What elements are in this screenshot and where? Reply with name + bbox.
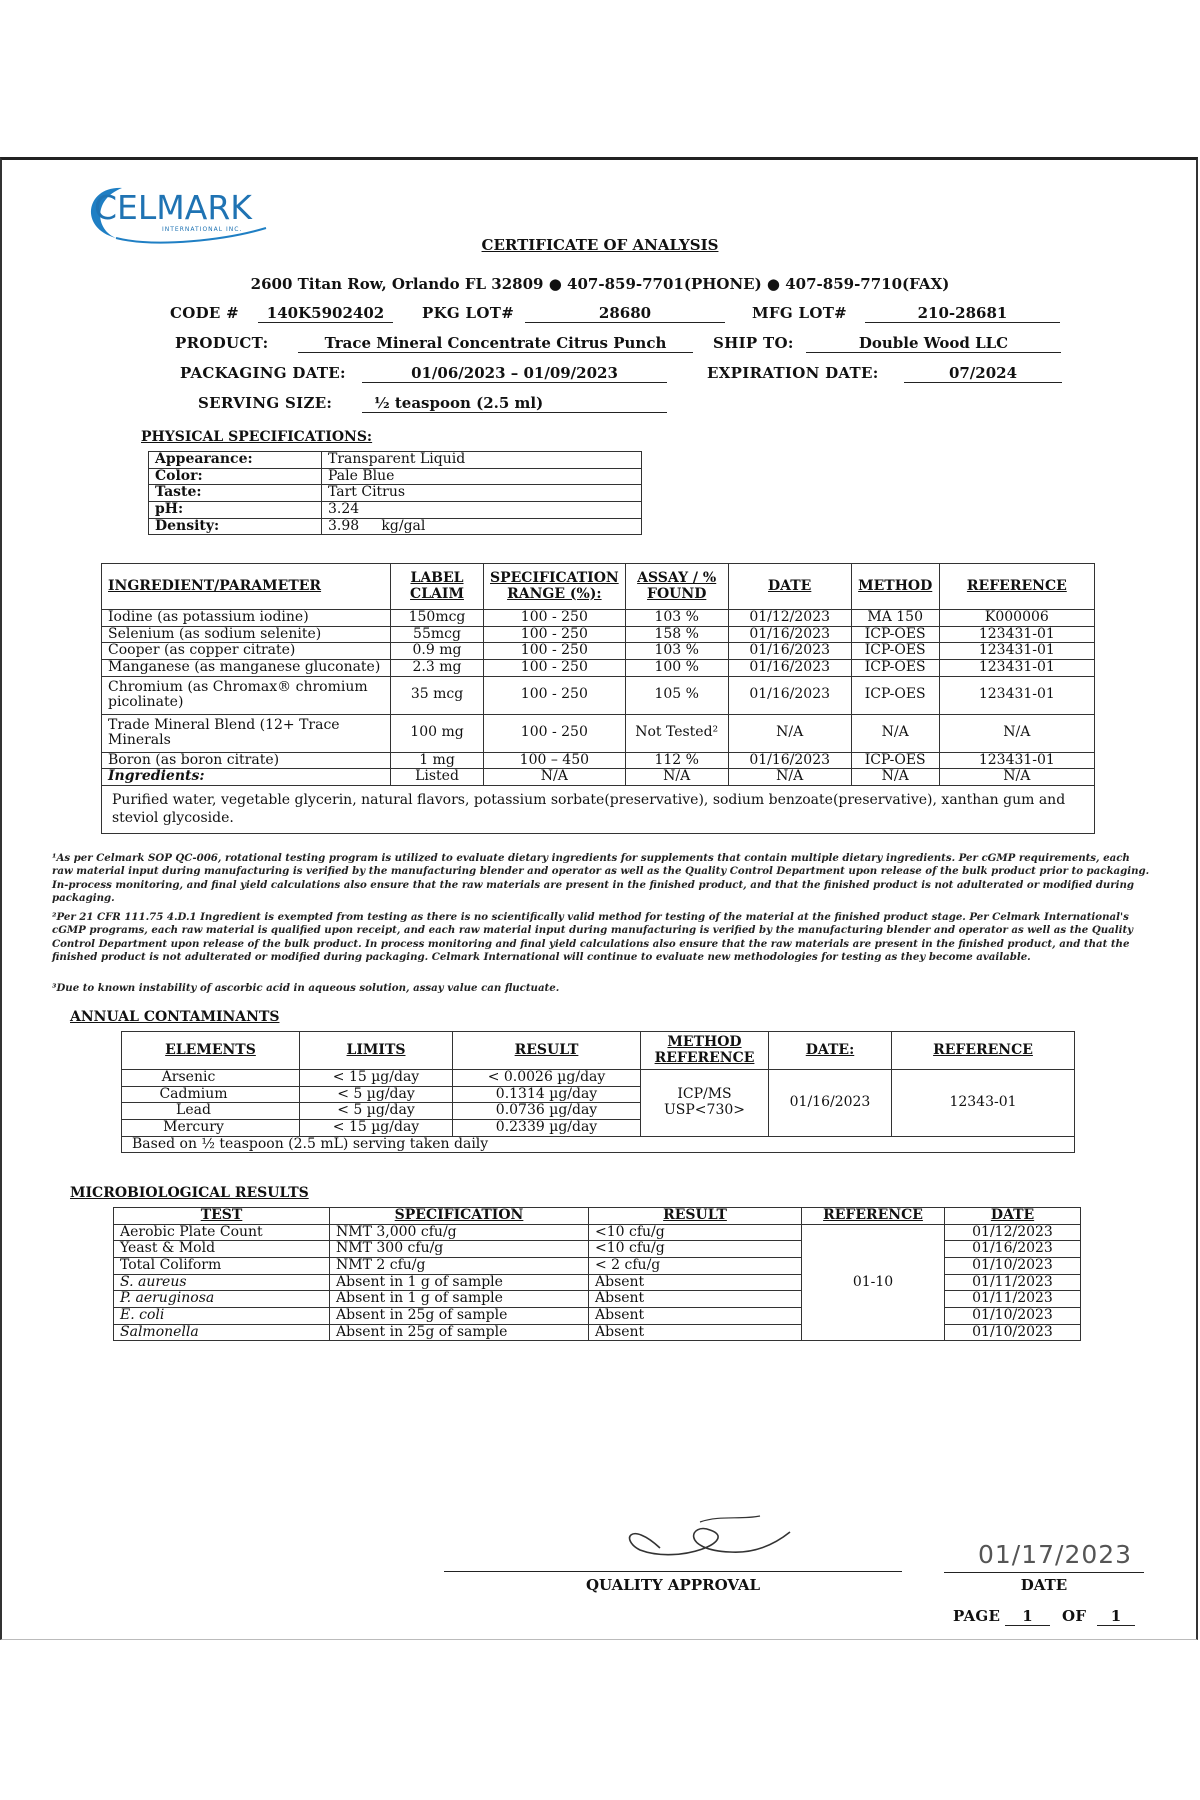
- col-spec-range: SPECIFICATION RANGE (%):: [484, 564, 626, 610]
- table-row: [102, 769, 1095, 786]
- test-spec: NMT 2 cfu/g: [330, 1258, 589, 1275]
- test-result: < 2 cfu/g: [589, 1258, 802, 1275]
- spec-key: Taste:: [149, 485, 322, 502]
- serving-size-value: ½ teaspoon (2.5 ml): [362, 394, 667, 413]
- test-name: P. aeruginosa: [114, 1291, 330, 1308]
- test-result: Absent: [589, 1291, 802, 1308]
- footnote-3: ³Due to known instability of ascorbic acid in aqueous solution, assay value can fluctuate.: [52, 982, 560, 994]
- table-row: [122, 1136, 1075, 1153]
- label-claim: 0.9 mg: [391, 643, 484, 660]
- logo-subtext: INTERNATIONAL INC.: [162, 226, 243, 233]
- ship-to-label: SHIP TO:: [713, 334, 794, 352]
- spec-key: Color:: [149, 468, 322, 485]
- spec-range: 100 - 250: [484, 660, 626, 677]
- element-name: Lead: [122, 1103, 300, 1120]
- element-limit: < 15 µg/day: [300, 1120, 453, 1137]
- mfg-lot-label: MFG LOT#: [752, 304, 848, 322]
- footnote-2: ²Per 21 CFR 111.75 4.D.1 Ingredient is exempted from testing as there is no scientifically valid method for testing of the material at the finished product stage. Per Celmark International's cGMP programs, each raw material is qualified upon receipt, and each raw material input during manufacturing is verified by the manufacturing blender and operator as well as the Quality Control Department upon release of the bulk product. In process monitoring and final yield calculations also ensure that the raw materials are present in the finished product, and that the finished product is not adulterated or modified during packaging. Celmark International will continue to evaluate new methodologies for testing as they become available.: [52, 911, 1134, 963]
- reference: 123431-01: [939, 643, 1094, 660]
- col-date: DATE: [945, 1208, 1081, 1225]
- company-logo: [76, 178, 276, 248]
- reference: 123431-01: [939, 676, 1094, 714]
- signature-line: [444, 1571, 902, 1572]
- spec-value: 3.98 kg/gal: [322, 518, 642, 535]
- table-row: [122, 1070, 1075, 1087]
- method: ICP-OES: [851, 626, 939, 643]
- document-title: CERTIFICATE OF ANALYSIS: [481, 236, 719, 254]
- ingredient-name: Iodine (as potassium iodine): [102, 610, 391, 627]
- table-row: [149, 502, 642, 519]
- table-row: [102, 626, 1095, 643]
- col-method: METHOD: [851, 564, 939, 610]
- table-row: [149, 485, 642, 502]
- test-name: Total Coliform: [114, 1258, 330, 1275]
- expiration-date-value: 07/2024: [904, 364, 1062, 383]
- assay: 100 %: [625, 660, 728, 677]
- col-elements: ELEMENTS: [122, 1032, 300, 1070]
- col-label-claim: LABEL CLAIM: [391, 564, 484, 610]
- spec-value: 3.24: [322, 502, 642, 519]
- date-line: [944, 1572, 1144, 1573]
- packaging-date-label: PACKAGING DATE:: [180, 364, 346, 382]
- logo-text: CELMARK: [94, 188, 252, 227]
- table-header-row: [114, 1208, 1081, 1225]
- assay: 112 %: [625, 752, 728, 769]
- micro-title: MICROBIOLOGICAL RESULTS: [70, 1185, 309, 1201]
- physical-specs-title: PHYSICAL SPECIFICATIONS:: [141, 429, 373, 445]
- element-result: 0.0736 µg/day: [453, 1103, 641, 1120]
- test-date: 01/12/2023: [945, 1224, 1081, 1241]
- page-label: PAGE: [953, 1607, 1001, 1625]
- col-reference: REFERENCE: [892, 1032, 1075, 1070]
- table-row: [102, 676, 1095, 714]
- spec-range: 100 - 250: [484, 626, 626, 643]
- element-result: < 0.0026 µg/day: [453, 1070, 641, 1087]
- assay: Not Tested²: [625, 714, 728, 752]
- reference: K000006: [939, 610, 1094, 627]
- element-limit: < 15 µg/day: [300, 1070, 453, 1087]
- contaminants-method: ICP/MS USP<730>: [641, 1070, 769, 1137]
- col-date: DATE:: [769, 1032, 892, 1070]
- ingredients-table: [101, 563, 1095, 834]
- test-date: 01/11/2023: [945, 1274, 1081, 1291]
- assay: 103 %: [625, 643, 728, 660]
- col-reference: REFERENCE: [802, 1208, 945, 1225]
- test-name: Aerobic Plate Count: [114, 1224, 330, 1241]
- test-spec: NMT 300 cfu/g: [330, 1241, 589, 1258]
- test-result: <10 cfu/g: [589, 1241, 802, 1258]
- method: MA 150: [851, 610, 939, 627]
- method: ICP-OES: [851, 752, 939, 769]
- label-claim: 1 mg: [391, 752, 484, 769]
- col-ingredient: INGREDIENT/PARAMETER: [102, 564, 391, 610]
- col-specification: SPECIFICATION: [330, 1208, 589, 1225]
- method: ICP-OES: [851, 676, 939, 714]
- mfg-lot-value: 210-28681: [865, 304, 1060, 323]
- spec-range: N/A: [484, 769, 626, 786]
- test-date: 01/10/2023: [945, 1308, 1081, 1325]
- spec-value: Tart Citrus: [322, 485, 642, 502]
- test-result: <10 cfu/g: [589, 1224, 802, 1241]
- table-row: [102, 660, 1095, 677]
- element-result: 0.2339 µg/day: [453, 1120, 641, 1137]
- spec-range: 100 - 250: [484, 714, 626, 752]
- reference: N/A: [939, 769, 1094, 786]
- test-spec: Absent in 25g of sample: [330, 1324, 589, 1341]
- quality-approval-label: QUALITY APPROVAL: [585, 1576, 761, 1594]
- element-name: Mercury: [122, 1120, 300, 1137]
- spec-key: Density:: [149, 518, 322, 535]
- test-date: 01/10/2023: [945, 1324, 1081, 1341]
- test-name: Salmonella: [114, 1324, 330, 1341]
- spec-key: Appearance:: [149, 452, 322, 469]
- assay: N/A: [625, 769, 728, 786]
- label-claim: 150mcg: [391, 610, 484, 627]
- test-spec: NMT 3,000 cfu/g: [330, 1224, 589, 1241]
- table-row: [102, 752, 1095, 769]
- table-row: [102, 714, 1095, 752]
- date-label: DATE: [1020, 1576, 1068, 1594]
- reference: N/A: [939, 714, 1094, 752]
- contaminants-reference: 12343-01: [892, 1070, 1075, 1137]
- spec-key: pH:: [149, 502, 322, 519]
- element-result: 0.1314 µg/day: [453, 1086, 641, 1103]
- product-value: Trace Mineral Concentrate Citrus Punch: [298, 334, 693, 353]
- element-name: Arsenic: [122, 1070, 300, 1087]
- method: ICP-OES: [851, 660, 939, 677]
- spec-range: 100 - 250: [484, 610, 626, 627]
- spec-range: 100 – 450: [484, 752, 626, 769]
- contaminants-table: [121, 1031, 1075, 1153]
- test-name: E. coli: [114, 1308, 330, 1325]
- label-claim: 55mcg: [391, 626, 484, 643]
- micro-reference: 01-10: [802, 1224, 945, 1341]
- micro-table: [113, 1207, 1081, 1341]
- col-method-reference: METHOD REFERENCE: [641, 1032, 769, 1070]
- assay: 105 %: [625, 676, 728, 714]
- contaminants-date: 01/16/2023: [769, 1070, 892, 1137]
- ingredient-name: Trade Mineral Blend (12+ Trace Minerals: [102, 714, 391, 752]
- element-limit: < 5 µg/day: [300, 1086, 453, 1103]
- label-claim: 2.3 mg: [391, 660, 484, 677]
- spec-value: Transparent Liquid: [322, 452, 642, 469]
- test-date: 01/16/2023: [728, 626, 851, 643]
- col-test: TEST: [114, 1208, 330, 1225]
- table-header-row: [102, 564, 1095, 610]
- table-row: [149, 468, 642, 485]
- test-result: Absent: [589, 1308, 802, 1325]
- test-spec: Absent in 25g of sample: [330, 1308, 589, 1325]
- test-result: Absent: [589, 1324, 802, 1341]
- ingredient-name: Chromium (as Chromax® chromium picolinate): [102, 676, 391, 714]
- element-name: Cadmium: [122, 1086, 300, 1103]
- pkg-lot-label: PKG LOT#: [422, 304, 515, 322]
- test-result: Absent: [589, 1274, 802, 1291]
- method: N/A: [851, 714, 939, 752]
- label-claim: 100 mg: [391, 714, 484, 752]
- physical-specs-table: [148, 451, 642, 535]
- test-name: Yeast & Mold: [114, 1241, 330, 1258]
- method: N/A: [851, 769, 939, 786]
- col-limits: LIMITS: [300, 1032, 453, 1070]
- of-label: OF: [1062, 1607, 1087, 1625]
- test-date: 01/10/2023: [945, 1258, 1081, 1275]
- test-name: S. aureus: [114, 1274, 330, 1291]
- spec-range: 100 - 250: [484, 676, 626, 714]
- company-address: 2600 Titan Row, Orlando FL 32809 ● 407-859-7701(PHONE) ● 407-859-7710(FAX): [250, 275, 950, 293]
- code-value: 140K5902402: [258, 304, 393, 323]
- product-label: PRODUCT:: [175, 334, 269, 352]
- test-date: 01/16/2023: [728, 676, 851, 714]
- contaminants-title: ANNUAL CONTAMINANTS: [70, 1009, 280, 1025]
- method: ICP-OES: [851, 643, 939, 660]
- label-claim: Listed: [391, 769, 484, 786]
- test-date: N/A: [728, 769, 851, 786]
- test-date: 01/16/2023: [728, 643, 851, 660]
- ingredient-name: Boron (as boron citrate): [102, 752, 391, 769]
- test-date: 01/12/2023: [728, 610, 851, 627]
- footnote-1: ¹As per Celmark SOP QC-006, rotational testing program is utilized to evaluate dietary ingredients for supplements that contain multiple dietary ingredients. Per cGMP requirements, each raw material input during manufacturing is verified by the manufacturing blender and operator as well as the Quality Control Department upon release of the bulk product prior to packaging. In-process monitoring, and final yield calculations also ensure that the raw materials are present in the finished product, and that the finished product is not adulterated or modified during packaging.: [52, 852, 1150, 904]
- element-limit: < 5 µg/day: [300, 1103, 453, 1120]
- ingredient-name: Ingredients:: [102, 769, 391, 786]
- pkg-lot-value: 28680: [525, 304, 725, 323]
- page-total: 1: [1097, 1607, 1135, 1626]
- test-spec: Absent in 1 g of sample: [330, 1274, 589, 1291]
- assay: 103 %: [625, 610, 728, 627]
- contaminants-note: Based on ½ teaspoon (2.5 mL) serving taken daily: [122, 1136, 1075, 1153]
- reference: 123431-01: [939, 752, 1094, 769]
- page-number: 1: [1005, 1607, 1050, 1626]
- signature-icon: [600, 1510, 810, 1570]
- test-date: 01/16/2023: [728, 660, 851, 677]
- spec-value: Pale Blue: [322, 468, 642, 485]
- spec-range: 100 - 250: [484, 643, 626, 660]
- ingredient-name: Cooper (as copper citrate): [102, 643, 391, 660]
- col-assay: ASSAY / % FOUND: [625, 564, 728, 610]
- code-label: CODE #: [170, 304, 240, 322]
- signed-date: 01/17/2023: [978, 1540, 1133, 1569]
- reference: 123431-01: [939, 626, 1094, 643]
- serving-size-label: SERVING SIZE:: [198, 394, 333, 412]
- col-result: RESULT: [453, 1032, 641, 1070]
- ship-to-value: Double Wood LLC: [806, 334, 1061, 353]
- ingredient-name: Manganese (as manganese gluconate): [102, 660, 391, 677]
- reference: 123431-01: [939, 660, 1094, 677]
- ingredient-list-row: [102, 786, 1095, 834]
- table-row: [114, 1224, 1081, 1241]
- expiration-date-label: EXPIRATION DATE:: [707, 364, 879, 382]
- assay: 158 %: [625, 626, 728, 643]
- col-reference: REFERENCE: [939, 564, 1094, 610]
- test-date: 01/16/2023: [728, 752, 851, 769]
- ingredient-list: Purified water, vegetable glycerin, natural flavors, potassium sorbate(preservative), sodium benzoate(preservative), xanthan gum and steviol glycoside.: [102, 786, 1095, 834]
- label-claim: 35 mcg: [391, 676, 484, 714]
- test-date: N/A: [728, 714, 851, 752]
- packaging-date-value: 01/06/2023 – 01/09/2023: [362, 364, 667, 383]
- table-header-row: [122, 1032, 1075, 1070]
- table-row: [102, 610, 1095, 627]
- table-row: [149, 518, 642, 535]
- ingredient-name: Selenium (as sodium selenite): [102, 626, 391, 643]
- table-row: [102, 643, 1095, 660]
- col-date: DATE: [728, 564, 851, 610]
- col-result: RESULT: [589, 1208, 802, 1225]
- test-spec: Absent in 1 g of sample: [330, 1291, 589, 1308]
- test-date: 01/11/2023: [945, 1291, 1081, 1308]
- table-row: [149, 452, 642, 469]
- test-date: 01/16/2023: [945, 1241, 1081, 1258]
